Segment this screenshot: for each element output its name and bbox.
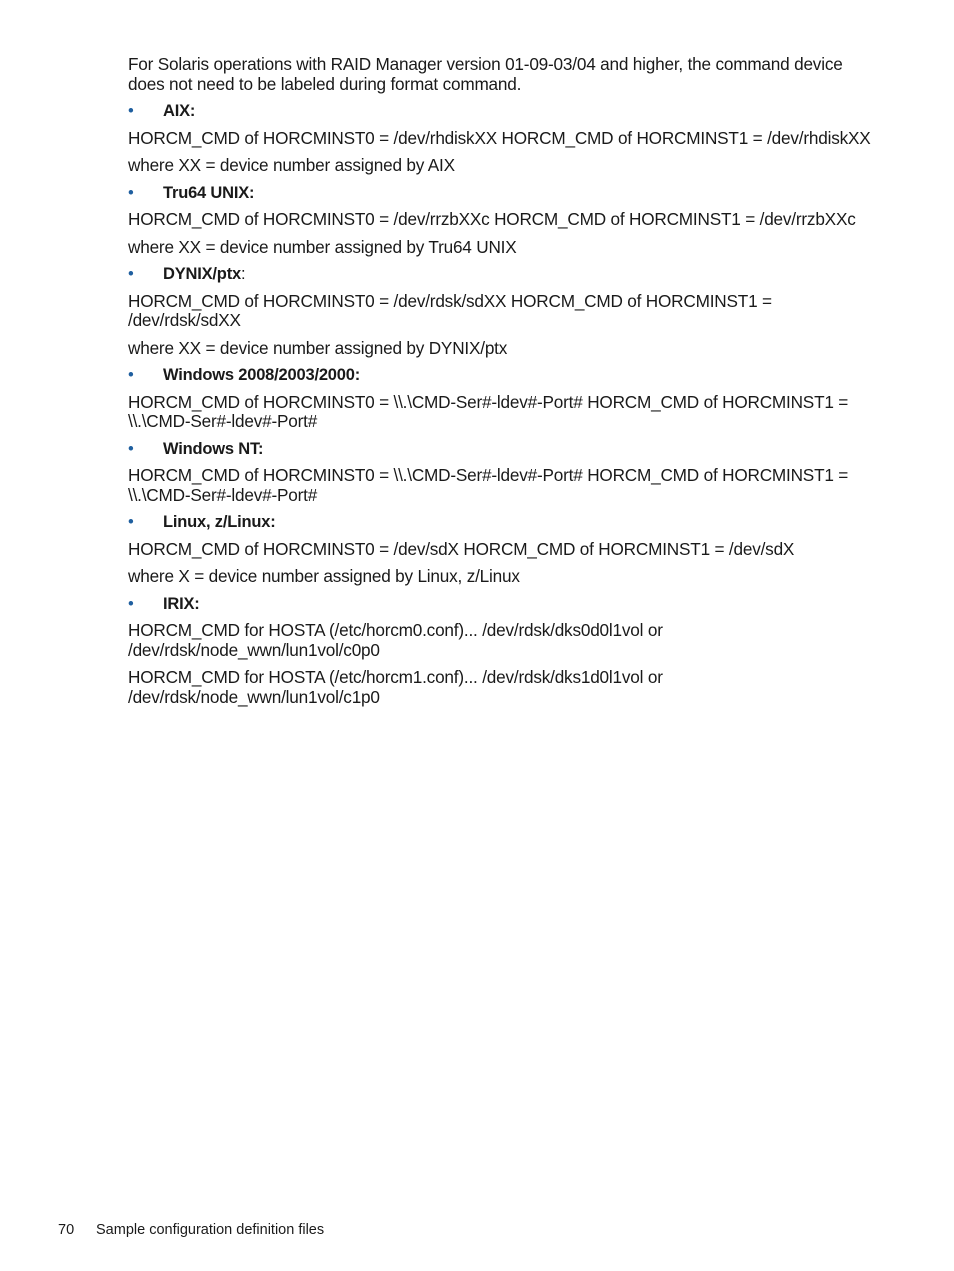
page-content <box>128 55 873 715</box>
bullet-heading <box>128 265 873 285</box>
footer-title: Sample configuration definition files <box>96 1222 325 1238</box>
section-line: where XX = device number assigned by DYNIX/ptx <box>128 337 508 358</box>
section-line: HORCM_CMD for HOSTA (/etc/horcm1.conf)... /dev/rdsk/dks1d0l1vol or /dev/rdsk/node_wwn/lun1vol/c1p0 <box>128 667 663 707</box>
bullet-heading <box>128 440 873 460</box>
page-number: 70 <box>58 1222 75 1238</box>
section-line: where XX = device number assigned by Tru64 UNIX <box>128 236 517 257</box>
section-heading: AIX: <box>163 102 196 120</box>
bullet-dot-icon: • <box>128 513 134 531</box>
platform-section <box>128 513 873 587</box>
section-line: HORCM_CMD of HORCMINST0 = /dev/rdsk/sdXX HORCM_CMD of HORCMINST1 = /dev/rdsk/sdXX <box>128 290 772 330</box>
section-heading: IRIX: <box>163 594 200 613</box>
section-line: HORCM_CMD of HORCMINST0 = /dev/rrzbXXc HORCM_CMD of HORCMINST1 = /dev/rrzbXXc <box>128 209 856 229</box>
bullet-dot-icon: • <box>128 439 134 458</box>
section-line: HORCM_CMD of HORCMINST0 = \\.\CMD-Ser#-ldev#-Port# HORCM_CMD of HORCMINST1 = \\.\CMD-Ser#-ldev#-Port# <box>128 465 849 505</box>
bullet-dot-icon: • <box>128 265 134 283</box>
section-line: HORCM_CMD of HORCMINST0 = /dev/rhdiskXX HORCM_CMD of HORCMINST1 = /dev/rhdiskXX <box>128 127 871 148</box>
section-heading-suffix: : <box>240 265 246 283</box>
bullet-dot-icon: • <box>128 366 134 384</box>
platform-section <box>128 595 873 708</box>
platform-section <box>128 265 873 358</box>
bullet-heading <box>128 595 873 615</box>
bullet-heading <box>128 184 873 204</box>
bullet-dot-icon: • <box>128 594 134 613</box>
platform-section <box>128 184 873 258</box>
section-heading: Tru64 UNIX: <box>163 183 255 202</box>
section-heading: Windows 2008/2003/2000: <box>163 366 361 384</box>
page-footer <box>58 1222 324 1238</box>
bullet-dot-icon: • <box>128 102 134 120</box>
platform-sections <box>128 102 873 707</box>
intro-paragraph: For Solaris operations with RAID Manager version 01-09-03/04 and higher, the command device does not need to be labeled during format command. <box>128 54 843 94</box>
bullet-heading <box>128 102 873 122</box>
section-line: where XX = device number assigned by AIX <box>128 155 455 175</box>
section-line: HORCM_CMD of HORCMINST0 = \\.\CMD-Ser#-ldev#-Port# HORCM_CMD of HORCMINST1 = \\.\CMD-Ser#-ldev#-Port# <box>128 391 849 431</box>
platform-section <box>128 440 873 506</box>
bullet-dot-icon: • <box>128 183 134 202</box>
section-heading: DYNIX/ptx <box>163 265 241 283</box>
section-line: HORCM_CMD of HORCMINST0 = /dev/sdX HORCM_CMD of HORCMINST1 = /dev/sdX <box>128 538 795 559</box>
platform-section <box>128 102 873 176</box>
bullet-heading <box>128 513 873 533</box>
section-heading: Windows NT: <box>163 439 264 458</box>
bullet-heading <box>128 366 873 386</box>
section-heading: Linux, z/Linux: <box>163 513 276 531</box>
section-line: where X = device number assigned by Linux, z/Linux <box>128 566 520 586</box>
section-line: HORCM_CMD for HOSTA (/etc/horcm0.conf)... /dev/rdsk/dks0d0l1vol or /dev/rdsk/node_wwn/lun1vol/c0p0 <box>128 620 663 660</box>
platform-section <box>128 366 873 432</box>
